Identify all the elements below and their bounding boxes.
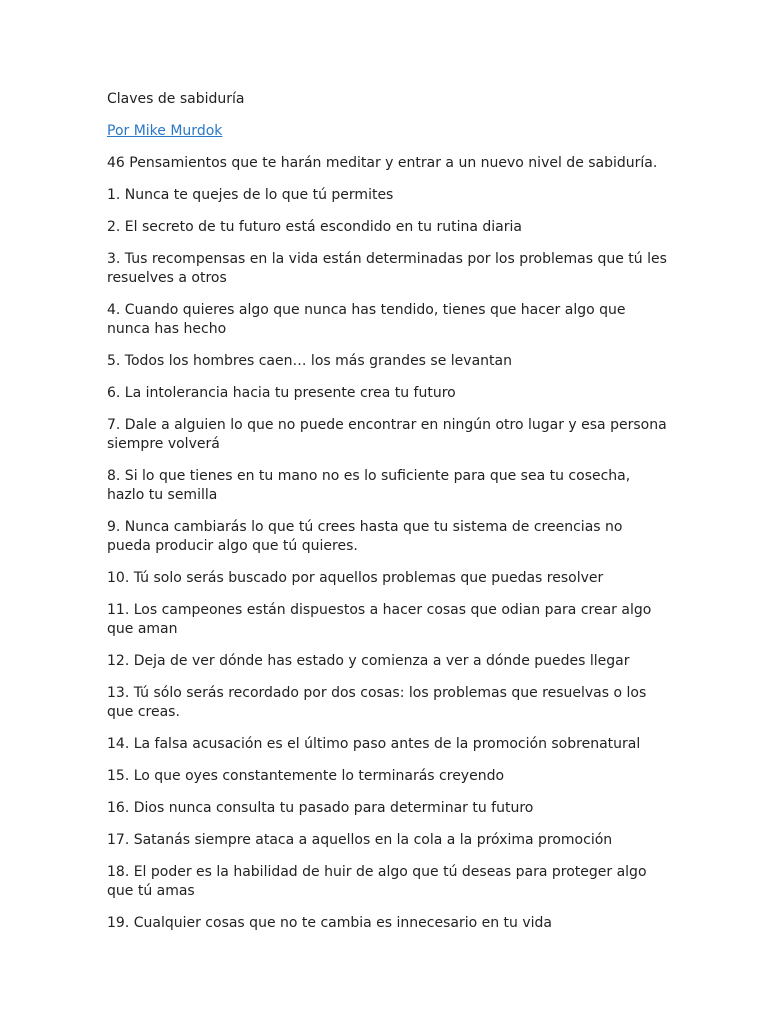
wisdom-list: [107, 186, 668, 933]
author-paragraph: [107, 122, 668, 141]
list-item: 10. Tú solo serás buscado por aquellos problemas que puedas resolver: [107, 570, 604, 586]
list-item: 18. El poder es la habilidad de huir de algo que tú deseas para proteger algo que tú amas: [107, 864, 647, 899]
list-item: 6. La intolerancia hacia tu presente crea tu futuro: [107, 385, 456, 401]
list-item: 12. Deja de ver dónde has estado y comienza a ver a dónde puedes llegar: [107, 653, 630, 669]
list-item: 5. Todos los hombres caen… los más grandes se levantan: [107, 353, 512, 369]
list-item: 8. Si lo que tienes en tu mano no es lo suficiente para que sea tu cosecha, hazlo tu semilla: [107, 468, 631, 503]
list-item: 19. Cualquier cosas que no te cambia es innecesario en tu vida: [107, 915, 553, 931]
author-link[interactable]: Por Mike Murdok: [107, 123, 223, 139]
list-item: 4. Cuando quieres algo que nunca has tendido, tienes que hacer algo que nunca has hecho: [107, 302, 626, 337]
list-item: 2. El secreto de tu futuro está escondido en tu rutina diaria: [107, 219, 522, 235]
list-item: 1. Nunca te quejes de lo que tú permites: [107, 187, 394, 203]
list-item: 17. Satanás siempre ataca a aquellos en la cola a la próxima promoción: [107, 832, 613, 848]
list-item: 16. Dios nunca consulta tu pasado para determinar tu futuro: [107, 800, 534, 816]
list-item: 3. Tus recompensas en la vida están determinadas por los problemas que tú les resuelves a otros: [107, 251, 667, 286]
list-item: 15. Lo que oyes constantemente lo terminarás creyendo: [107, 768, 505, 784]
list-item: 14. La falsa acusación es el último paso antes de la promoción sobrenatural: [107, 736, 641, 752]
list-item: 9. Nunca cambiarás lo que tú crees hasta que tu sistema de creencias no pueda producir algo que tú quieres.: [107, 519, 623, 554]
list-item: 7. Dale a alguien lo que no puede encontrar en ningún otro lugar y esa persona siempre volverá: [107, 417, 667, 452]
document-title: Claves de sabiduría: [107, 91, 245, 107]
intro-text: 46 Pensamientos que te harán meditar y entrar a un nuevo nivel de sabiduría.: [107, 155, 658, 171]
list-item: 13. Tú sólo serás recordado por dos cosas: los problemas que resuelvas o los que creas.: [107, 685, 647, 720]
list-item: 11. Los campeones están dispuestos a hacer cosas que odian para crear algo que aman: [107, 602, 652, 637]
